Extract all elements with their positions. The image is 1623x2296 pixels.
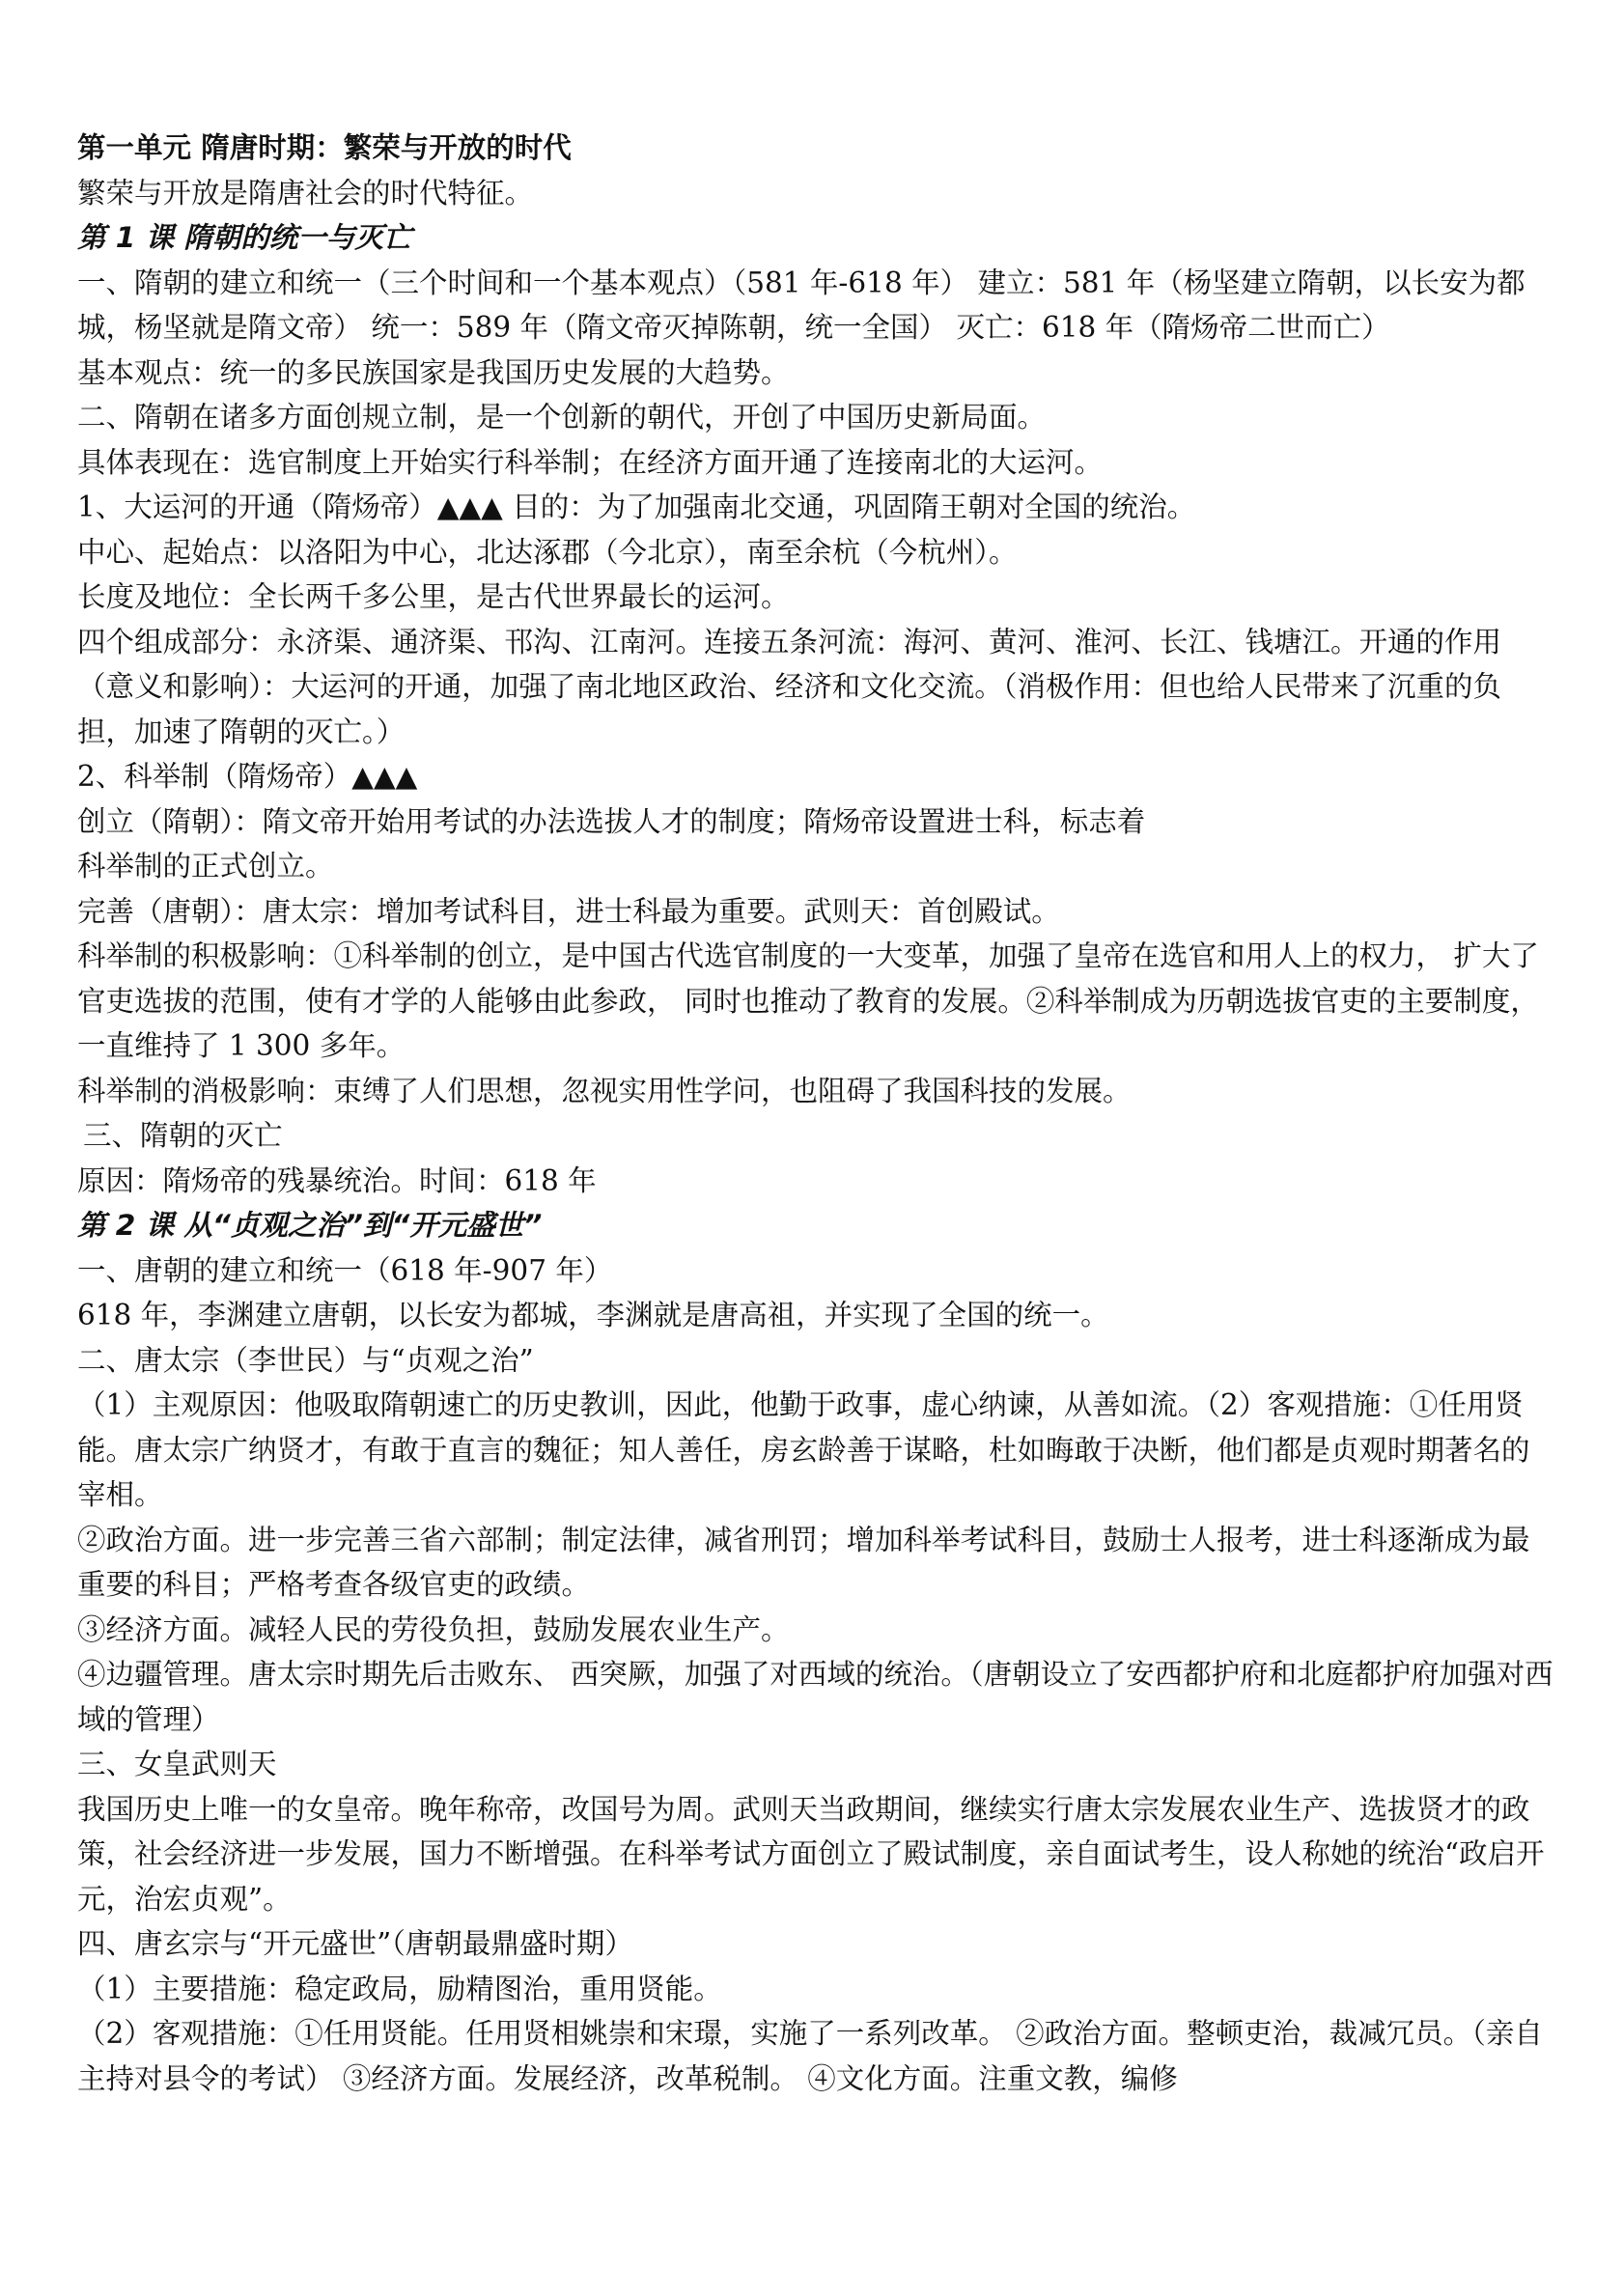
unit-title: 第一单元 隋唐时期：繁荣与开放的时代 <box>77 131 572 164</box>
lesson1-paragraph: 2、科举制（隋炀帝）▲▲▲ <box>77 760 418 793</box>
lesson1-paragraph: 科举制的正式创立。 <box>77 850 334 882</box>
lesson1-paragraph: 一、隋朝的建立和统一（三个时间和一个基本观点）（581 年-618 年） 建立：581 年（杨坚建立隋朝，以长安为都城，杨坚就是隋文帝） 统一：589 年（隋文帝灭掉陈朝，统一全国） 灭亡：618 年（隋炀帝二世而亡） <box>77 266 1525 344</box>
lesson2-paragraph: （1）主要措施：稳定政局，励精图治，重用贤能。 <box>77 1972 722 2005</box>
unit-intro: 繁荣与开放是隋唐社会的时代特征。 <box>77 176 534 210</box>
lesson1-paragraph: 基本观点：统一的多民族国家是我国历史发展的大趋势。 <box>77 355 790 389</box>
lesson2-paragraph: 一、唐朝的建立和统一（618 年-907 年） <box>77 1253 613 1287</box>
lesson2-paragraph: ②政治方面。进一步完善三省六部制；制定法律，减省刑罚；增加科举考试科目，鼓励士人报考，进士科逐渐成为最重要的科目；严格考查各级官吏的政绩。 <box>77 1523 1530 1601</box>
lesson2-paragraph: ③经济方面。减轻人民的劳役负担，鼓励发展农业生产。 <box>77 1612 790 1646</box>
lesson1-paragraph: 完善（唐朝）：唐太宗：增加考试科目，进士科最为重要。武则天：首创殿试。 <box>77 894 1060 928</box>
lesson1-paragraph: 科举制的积极影响：①科举制的创立，是中国古代选官制度的一大变革，加强了皇帝在选官和用人上的权力， 扩大了官吏选拔的范围，使有才学的人能够由此参政， 同时也推动了教育的发展。②科举制成为历朝选拔官吏的主要制度，一直维持了 1 300 多年。 <box>77 939 1539 1062</box>
lesson1-title: 第 1 课 隋朝的统一与灭亡 <box>77 221 412 254</box>
lesson2-paragraph: （1）主观原因：他吸取隋朝速亡的历史教训，因此，他勤于政事，虚心纳谏，从善如流。（2）客观措施：①任用贤能。唐太宗广纳贤才，有敢于直言的魏征；知人善任，房玄龄善于谋略，杜如晦敢于决断，他们都是贞观时期著名的宰相。 <box>77 1388 1530 1511</box>
lesson2-paragraph: ④边疆管理。唐太宗时期先后击败东、 西突厥，加强了对西域的统治。（唐朝设立了安西都护府和北庭都护府加强对西域的管理） <box>77 1658 1553 1736</box>
lesson2-paragraph: 我国历史上唯一的女皇帝。晚年称帝，改国号为周。武则天当政期间，继续实行唐太宗发展农业生产、选拔贤才的政策，社会经济进一步发展，国力不断增强。在科举考试方面创立了殿试制度，亲自面试考生，设人称她的统治“政启开元，治宏贞观”。 <box>77 1792 1545 1916</box>
lesson2-paragraph: 二、唐太宗（李世民）与“贞观之治” <box>77 1343 534 1377</box>
lesson2-paragraph: 四、唐玄宗与“开元盛世”（唐朝最鼎盛时期） <box>77 1927 633 1960</box>
lesson2-title: 第 2 课 从“贞观之治”到“开元盛世” <box>77 1209 543 1242</box>
lesson2-paragraph: （2）客观措施：①任用贤能。任用贤相姚崇和宋璟，实施了一系列改革。 ②政治方面。整顿吏治，裁减冗员。（亲自主持对县令的考试） ③经济方面。发展经济，改革税制。 ④文化方面。注重文教，编修 <box>77 2017 1543 2095</box>
lesson1-section3-text: 原因：隋炀帝的残暴统治。时间：618 年 <box>77 1163 597 1197</box>
lesson2-paragraph: 三、女皇武则天 <box>77 1748 277 1780</box>
lesson1-paragraph: 1、大运河的开通（隋炀帝）▲▲▲ 目的：为了加强南北交通，巩固隋王朝对全国的统治。 <box>77 490 1196 523</box>
lesson1-paragraph: 中心、起始点：以洛阳为中心，北达涿郡（今北京），南至余杭（今杭州）。 <box>77 535 1018 569</box>
document-page <box>77 126 1554 2101</box>
lesson1-paragraph: 科举制的消极影响：束缚了人们思想，忽视实用性学问，也阻碍了我国科技的发展。 <box>77 1074 1132 1107</box>
lesson1-section3-title: 三、隋朝的灭亡 <box>83 1119 283 1152</box>
lesson1-paragraph: 二、隋朝在诸多方面创规立制，是一个创新的朝代，开创了中国历史新局面。 <box>77 401 1047 434</box>
lesson2-paragraph: 618 年，李渊建立唐朝，以长安为都城，李渊就是唐高祖，并实现了全国的统一。 <box>77 1299 1109 1331</box>
lesson1-paragraph: 具体表现在：选官制度上开始实行科举制；在经济方面开通了连接南北的大运河。 <box>77 445 1104 479</box>
lesson1-paragraph: 长度及地位：全长两千多公里，是古代世界最长的运河。 <box>77 580 790 613</box>
lesson1-paragraph: 创立（隋朝）：隋文帝开始用考试的办法选拔人才的制度；隋炀帝设置进士科，标志着 <box>77 804 1146 838</box>
lesson1-paragraph: 四个组成部分：永济渠、通济渠、邗沟、江南河。连接五条河流：海河、黄河、淮河、长江、钱塘江。开通的作用（意义和影响）：大运河的开通，加强了南北地区政治、经济和文化交流。（消极作用：但也给人民带来了沉重的负担，加速了隋朝的灭亡。） <box>77 625 1502 748</box>
